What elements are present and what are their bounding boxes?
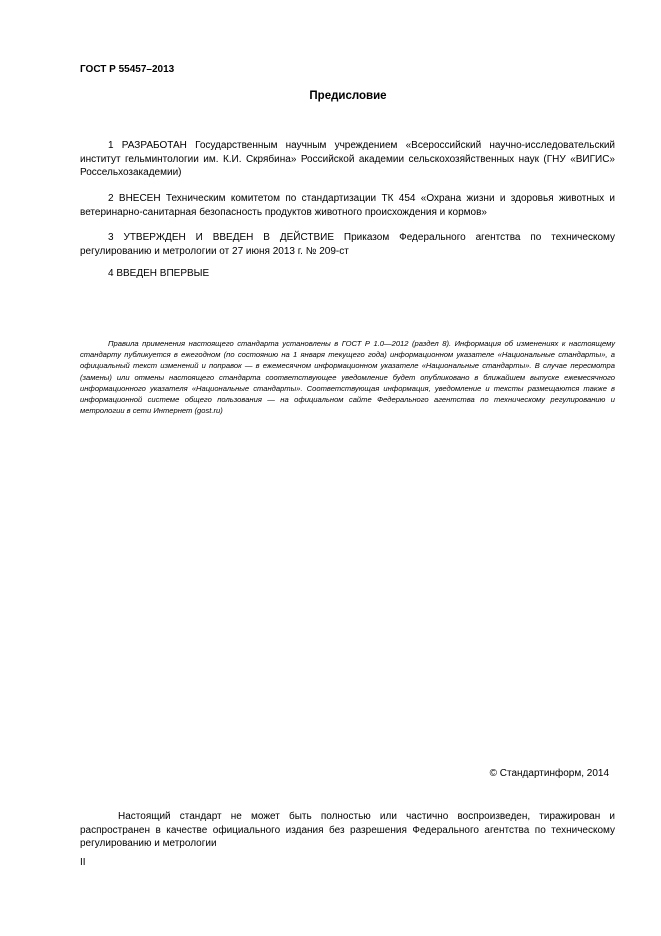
preface-item-developed: 1 РАЗРАБОТАН Государственным научным учреждением «Всероссийский научно-исследовательский институт гельминтологии им. К.И. Скрябина» Российской академии сельскохозяйственных наук (ГНУ «ВИГИС» Россельхозакадемии) <box>80 140 615 178</box>
preface-item-first-introduced: 4 ВВЕДЕН ВПЕРВЫЕ <box>108 268 210 279</box>
preface-item-approved: 3 УТВЕРЖДЕН И ВВЕДЕН В ДЕЙСТВИЕ Приказом Федерального агентства по техническому регулированию и метрологии от 27 июня 2013 г. № 209-ст <box>80 232 615 257</box>
application-rules-notice: Правила применения настоящего стандарта установлены в ГОСТ Р 1.0—2012 (раздел 8). Информация об изменениях к настоящему стандарту публикуется в ежегодном (по состоянию на 1 января текущего года) информационном указателе «Национальные стандарты», а официальный текст изменений и поправок — в ежемесячном информационном указателе «Национальные стандарты». В случае пересмотра (замены) или отмены настоящего стандарта соответствующее уведомление будет опубликовано в ближайшем выпуске ежемесячного информационного указателя «Национальные стандарты». Соответствующая информация, уведомление и тексты размещаются также в информационной системе общего пользования — на официальном сайте Федерального агентства по техническому регулированию и метрологии в сети Интернет (gost.ru) <box>80 339 615 416</box>
copyright-line: © Стандартинформ, 2014 <box>489 768 609 779</box>
reproduction-rights-notice: Настоящий стандарт не может быть полностью или частично воспроизведен, тиражирован и распространен в качестве официального издания без разрешения Федерального агентства по техническому регулированию и метрологии <box>80 811 615 849</box>
page-title: Предисловие <box>309 90 387 102</box>
document-code: ГОСТ Р 55457–2013 <box>80 64 175 75</box>
preface-item-introduced: 2 ВНЕСЕН Техническим комитетом по стандартизации ТК 454 «Охрана жизни и здоровья животных и ветеринарно-санитарная безопасность продуктов животного происхождения и кормов» <box>80 193 615 218</box>
page-number: II <box>80 857 86 868</box>
